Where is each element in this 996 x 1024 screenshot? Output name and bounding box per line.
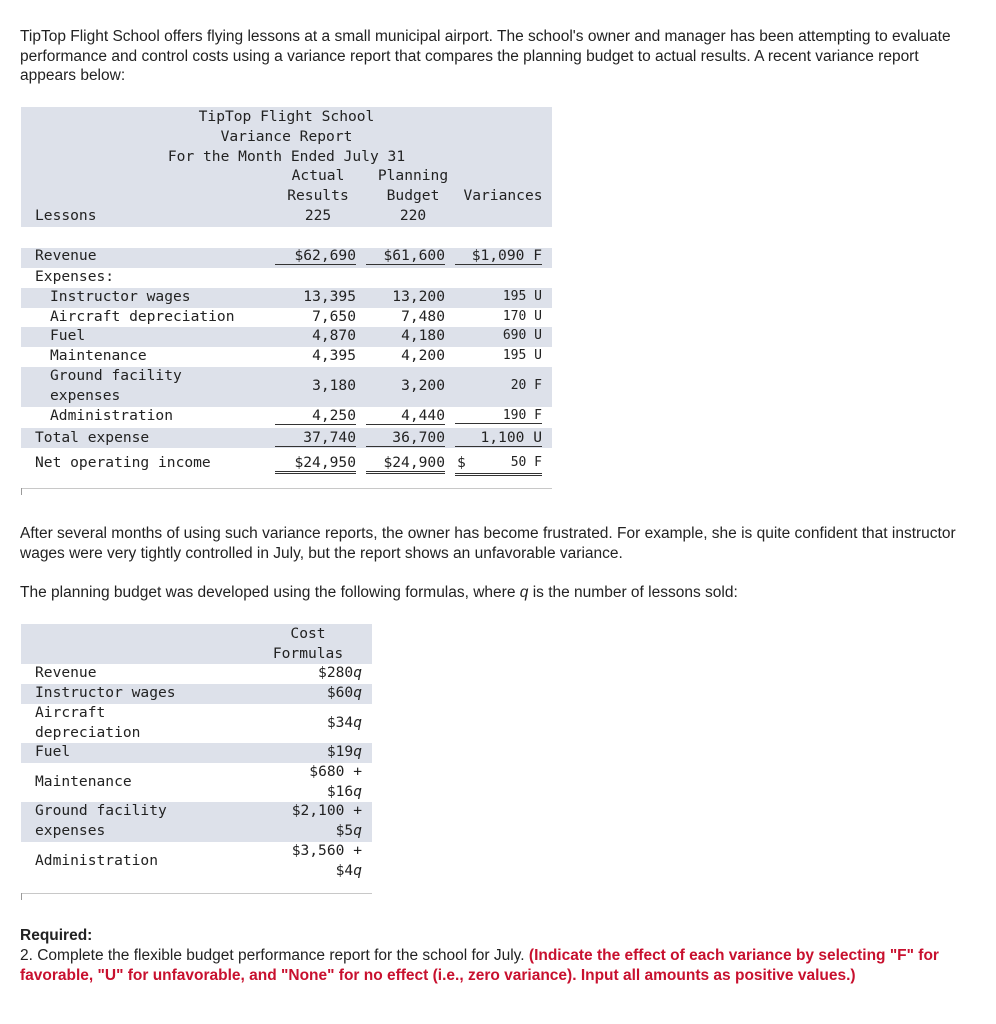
formula-fixed: $680 + [309, 763, 362, 780]
intro-paragraph: TipTop Flight School offers flying lessons at a small municipal airport. The school's owner and manager has been attempting to evaluate performance and control costs using a variance report that compares the planning budget to actual results. A recent variance report appears below: [20, 28, 951, 84]
expense-planning: 7,480 [401, 308, 445, 325]
lessons-planning: 220 [399, 207, 427, 224]
table-edge [21, 488, 22, 495]
formula-fixed: $2,100 + [291, 802, 362, 819]
expense-label: Ground facility [50, 367, 182, 384]
formula-value [262, 743, 362, 760]
expense-planning: 4,440 [366, 407, 445, 425]
formula-q: q [353, 664, 362, 681]
lessons-label: Lessons [35, 207, 97, 224]
revenue-planning: $61,600 [366, 247, 445, 265]
noi-label: Net operating income [35, 454, 211, 471]
formula-label: Administration [35, 852, 159, 869]
expense-planning: 4,200 [401, 347, 445, 364]
expense-label: Instructor wages [50, 288, 191, 305]
formula-label: Instructor wages [35, 684, 176, 701]
expense-variance: 195 U [502, 289, 542, 304]
formula-amount: $280 [318, 664, 354, 681]
required-title: Required: [20, 927, 93, 944]
formula-q: q [353, 862, 362, 879]
noi-variance-cell [455, 454, 542, 476]
formula-label: Revenue [35, 664, 97, 681]
col-header-planning-top: Planning [377, 167, 449, 184]
col-header-actual-bottom: Results [287, 187, 349, 204]
expense-variance: 690 U [502, 328, 542, 343]
expense-label: expenses [50, 387, 121, 404]
total-expense-variance: 1,100 U [455, 429, 542, 447]
expense-actual: 4,250 [275, 407, 356, 425]
formula-amount: $4 [335, 862, 354, 879]
report-title: Variance Report [220, 128, 353, 145]
formula-label: expenses [35, 822, 106, 839]
revenue-actual: $62,690 [275, 247, 356, 265]
formulas-header-line1: Cost [290, 625, 326, 642]
formulas-intro-paragraph [20, 583, 960, 603]
expense-actual: 3,180 [312, 377, 356, 394]
expense-planning: 3,200 [401, 377, 445, 394]
total-expense-label: Total expense [35, 429, 150, 446]
formula-value [262, 684, 362, 701]
expense-variance: 20 F [510, 378, 542, 393]
expense-actual: 7,650 [312, 308, 356, 325]
formula-label: depreciation [35, 724, 141, 741]
report-period: For the Month Ended July 31 [167, 148, 406, 165]
formula-value [262, 783, 362, 800]
report-company: TipTop Flight School [198, 108, 375, 125]
formula-amount: $19 [326, 743, 354, 760]
q-variable: q [519, 584, 529, 601]
expense-variance: 195 U [502, 348, 542, 363]
table-bottom-line [21, 488, 552, 489]
formula-label: Maintenance [35, 773, 132, 790]
formula-label: Aircraft [35, 704, 106, 721]
expense-label: Administration [50, 407, 174, 424]
col-header-variances: Variances [463, 187, 543, 204]
formula-q: q [353, 822, 362, 839]
formula-fixed: $3,560 + [291, 842, 362, 859]
total-expense-actual: 37,740 [275, 429, 356, 447]
frustration-paragraph: After several months of using such variance reports, the owner has become frustrated. For example, she is quite confident that instructor wages were very tightly controlled in July, but the report shows an unfavorable variance. [20, 525, 956, 562]
noi-variance: 50 F [510, 455, 542, 470]
expense-label: Maintenance [50, 347, 147, 364]
formula-amount: $34 [326, 714, 354, 731]
required-body: 2. Complete the flexible budget performance report for the school for July. [20, 947, 529, 964]
expense-planning: 4,180 [401, 327, 445, 344]
expense-label: Fuel [50, 327, 86, 344]
expense-actual: 4,870 [312, 327, 356, 344]
revenue-variance: $1,090 F [455, 247, 542, 265]
formula-q: q [353, 714, 362, 731]
table-edge [21, 893, 22, 900]
formula-value [262, 822, 362, 839]
formula-value [262, 714, 362, 731]
formula-value [262, 664, 362, 681]
revenue-label: Revenue [35, 247, 97, 264]
expense-label: Aircraft depreciation [50, 308, 235, 325]
formula-q: q [353, 783, 362, 800]
required-instruction: (Indicate the effect of each variance by selecting "F" for favorable, "U" for unfavorable, and "None" for no effect (i.e., zero variance). Input all amounts as positive values.) [20, 947, 939, 984]
formula-label: Fuel [35, 743, 71, 760]
formula-q: q [353, 684, 362, 701]
formulas-intro-tail: is the number of lessons sold: [528, 584, 738, 601]
col-header-actual-top: Actual [291, 167, 345, 184]
expense-variance: 170 U [502, 309, 542, 324]
noi-variance-sign: $ [457, 454, 466, 471]
expense-planning: 13,200 [392, 288, 445, 305]
formulas-intro-text: The planning budget was developed using the following formulas, where [20, 584, 520, 601]
formula-q: q [353, 743, 362, 760]
expense-actual: 13,395 [303, 288, 356, 305]
noi-planning: $24,900 [366, 454, 445, 474]
total-expense-planning: 36,700 [366, 429, 445, 447]
table-bottom-line [21, 893, 372, 894]
formulas-header-line2: Formulas [272, 645, 344, 662]
noi-actual: $24,950 [275, 454, 356, 474]
expense-variance: 190 F [455, 408, 542, 424]
formula-label: Ground facility [35, 802, 167, 819]
formula-amount: $60 [326, 684, 354, 701]
lessons-actual: 225 [304, 207, 332, 224]
formula-amount: $16 [326, 783, 354, 800]
formula-value [262, 862, 362, 879]
col-header-planning-bottom: Budget [386, 187, 440, 204]
required-text [20, 946, 960, 985]
expenses-label: Expenses: [35, 268, 115, 285]
formula-amount: $5 [335, 822, 354, 839]
expense-actual: 4,395 [312, 347, 356, 364]
